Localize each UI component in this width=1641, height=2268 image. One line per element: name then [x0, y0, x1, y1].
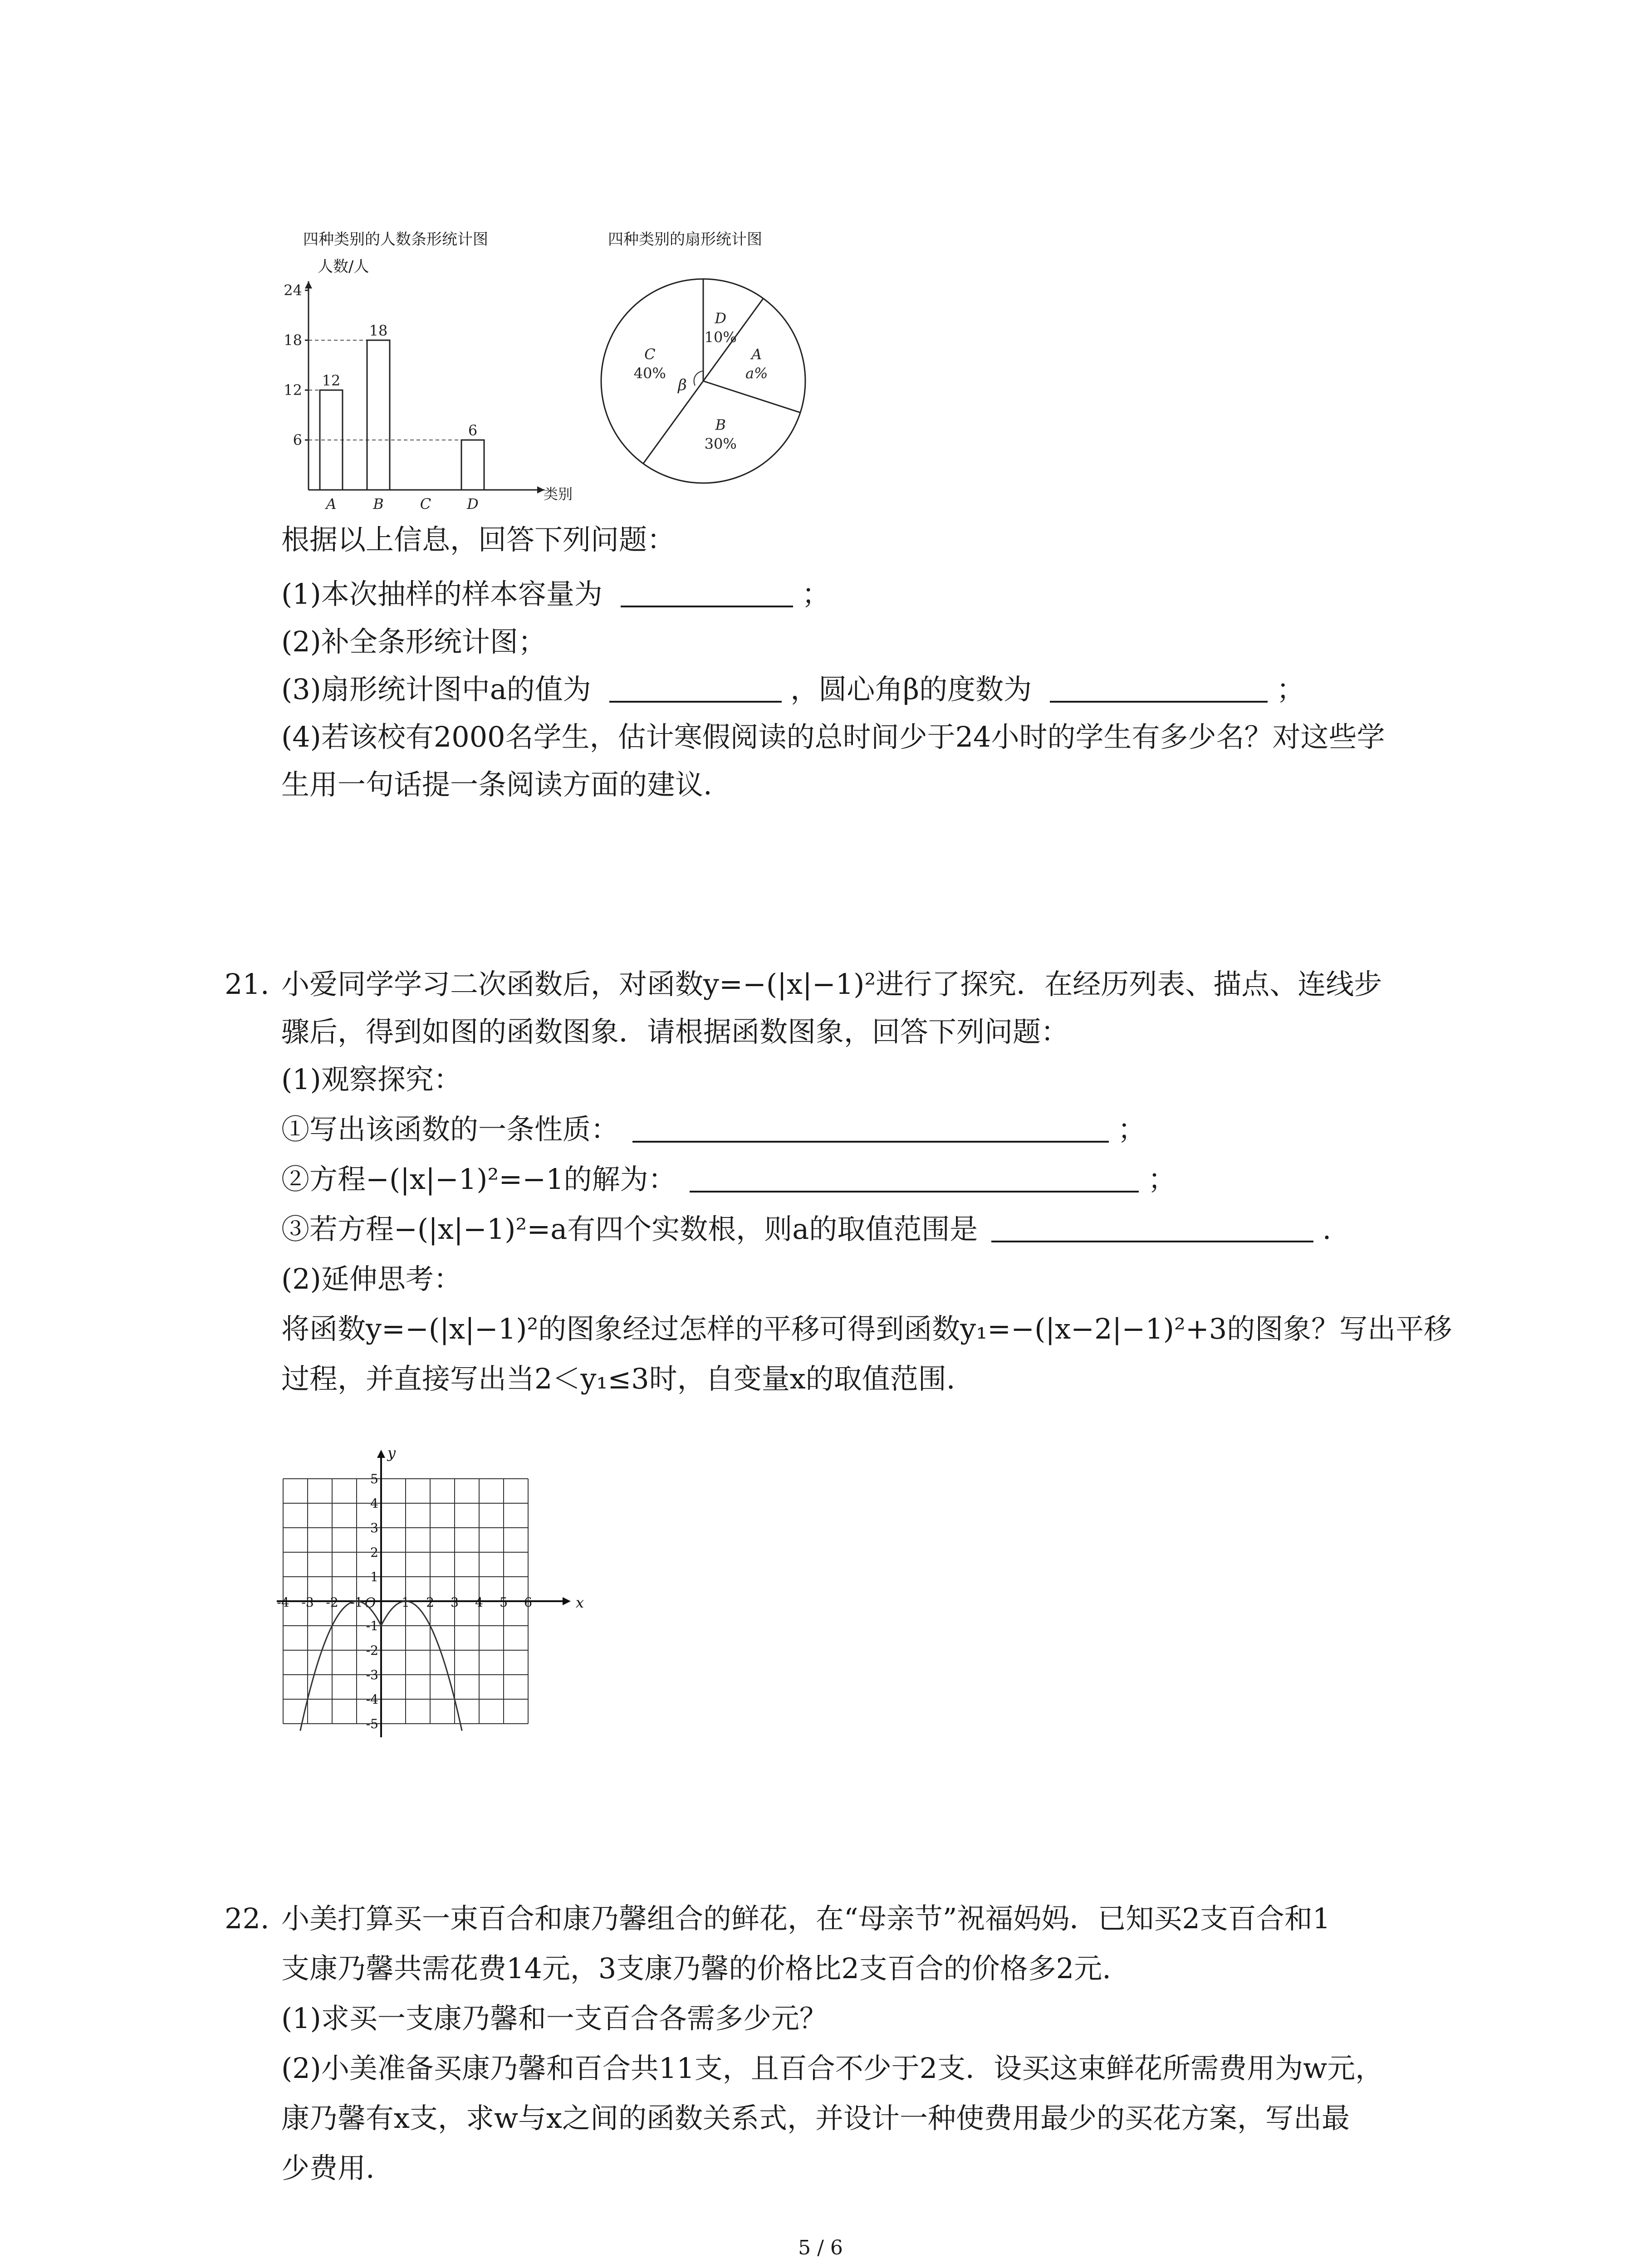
pie-radius-line [703, 381, 800, 413]
q21-line7: (2)延伸思考： [281, 1262, 462, 1295]
graph-ytick-label: 5 [370, 1471, 378, 1486]
q21-line4: ①写出该函数的一条性质： ； [281, 1113, 1146, 1146]
bar-ytick-label: 12 [284, 381, 302, 399]
pie-chart [594, 272, 812, 490]
bar-ytick-label: 6 [293, 431, 302, 449]
q22-line6: 少费用. [281, 2151, 375, 2185]
pie-slice-label-C: 40% [633, 364, 666, 382]
q21-solution-answer-blank[interactable] [690, 1165, 1139, 1193]
bar-chart [281, 263, 608, 517]
pie-slice-category-C: C [644, 345, 656, 363]
pie-slice-label-D: 10% [704, 328, 737, 346]
q21-line5: ②方程−(|x|−1)²=−1的解为： ； [281, 1163, 1176, 1196]
graph-ytick-label: 4 [370, 1496, 378, 1511]
bar-ytick-label: 24 [284, 282, 302, 299]
page-number: 5 / 6 [798, 2236, 843, 2259]
pie-slice-category-B: B [715, 416, 726, 434]
q20-p3b-answer-blank[interactable] [1050, 675, 1268, 703]
bar-chart-ylabel: 人数/人 [318, 258, 369, 276]
pie-chart-title: 四种类别的扇形统计图 [608, 230, 762, 249]
pie-slice-category-A: A [751, 345, 762, 363]
q20-part1: (1)本次抽样的样本容量为 ； [281, 577, 830, 611]
graph-y-arrow [377, 1450, 385, 1458]
graph-xtick-label: -1 [350, 1595, 363, 1610]
graph-xtick-label: 3 [451, 1595, 459, 1610]
bar-D [461, 440, 484, 490]
bar-value-label: 12 [322, 372, 341, 389]
bar-xlabel: 类别 [543, 485, 573, 503]
q22-number: 22. [225, 1902, 269, 1935]
q20-p3a-answer-blank[interactable] [609, 675, 782, 703]
q21-line6: ③若方程−(|x|−1)²=a有四个实数根，则a的取值范围是 . [281, 1212, 1332, 1246]
bar-ytick-label: 18 [284, 332, 302, 349]
q22-line4: (2)小美准备买康乃馨和百合共11支，且百合不少于2支．设买这束鲜花所需费用为w元， [281, 2052, 1384, 2085]
q22-line5: 康乃馨有x支，求w与x之间的函数关系式，并设计一种使费用最少的买花方案，写出最 [281, 2102, 1350, 2135]
q22-line3: (1)求买一支康乃馨和一支百合各需多少元？ [281, 2002, 828, 2035]
q22-line1: 小美打算买一束百合和康乃馨组合的鲜花，在“母亲节”祝福妈妈．已知买2支百合和1 [281, 1902, 1331, 1935]
q21-line8: 将函数y=−(|x|−1)²的图象经过怎样的平移可得到函数y₁=−(|x−2|−1)²+3的图象？写出平移 [281, 1312, 1452, 1345]
graph-xtick-label: 1 [402, 1595, 410, 1610]
q21-line3: (1)观察探究： [281, 1063, 462, 1096]
q21-number: 21. [225, 968, 269, 1001]
graph-ytick-label: -5 [366, 1716, 378, 1731]
q22-line2: 支康乃馨共需花费14元，3支康乃馨的价格比2支百合的价格多2元. [281, 1952, 1111, 1985]
q21-line1: 小爱同学学习二次函数后，对函数y=−(|x|−1)²进行了探究．在经历列表、描点、连线步 [281, 968, 1382, 1001]
bar-value-label: 6 [468, 422, 478, 439]
graph-xtick-label: 4 [475, 1595, 483, 1610]
graph-ytick-label: -2 [366, 1643, 378, 1658]
q21-property-answer-blank[interactable] [632, 1115, 1109, 1143]
graph-ytick-label: 3 [370, 1520, 378, 1535]
q20-p1-answer-blank[interactable] [621, 580, 793, 607]
q20-intro: 根据以上信息，回答下列问题： [281, 523, 676, 556]
pie-radius-line [643, 381, 703, 464]
bar-chart-labels [284, 282, 573, 513]
graph-ytick-label: -4 [366, 1692, 378, 1707]
graph-ytick-label: -3 [366, 1667, 378, 1682]
bar-B [367, 340, 390, 490]
bar-chart-bars [320, 340, 484, 490]
bar-category-label: B [373, 495, 384, 513]
graph-xtick-label: -3 [301, 1595, 314, 1610]
bar-category-label: D [467, 495, 479, 513]
bar-chart-title: 四种类别的人数条形统计图 [303, 230, 488, 249]
graph-xtick-label: 2 [426, 1595, 434, 1610]
pie-slice-category-D: D [715, 309, 727, 327]
bar-chart-axes [305, 281, 544, 494]
graph-origin-label: O [364, 1595, 376, 1611]
q20-part4-line2: 生用一句话提一条阅读方面的建议. [281, 768, 712, 801]
q20-part2: (2)补全条形统计图； [281, 625, 546, 658]
q21-line2: 骤后，得到如图的函数图象．请根据函数图象，回答下列问题： [281, 1015, 1069, 1048]
q20-part3: (3)扇形统计图中a的值为 ，圆心角β的度数为 ； [281, 673, 1305, 706]
q21-line9: 过程，并直接写出当2＜y₁≤3时，自变量x的取值范围. [281, 1362, 955, 1395]
graph-xtick-label: -2 [326, 1595, 338, 1610]
function-graph [277, 1429, 612, 1737]
graph-x-arrow [563, 1597, 571, 1605]
bar-value-label: 18 [369, 322, 388, 339]
bar-y-arrow [305, 281, 312, 288]
pie-beta-label: β [678, 376, 687, 394]
bar-category-label: C [420, 495, 431, 513]
graph-xtick-label: -4 [277, 1595, 289, 1610]
bar-category-label: A [326, 495, 337, 513]
graph-ytick-label: 1 [370, 1569, 378, 1584]
q21-range-answer-blank[interactable] [991, 1215, 1313, 1242]
pie-slice-label-A: a% [745, 364, 768, 382]
q20-part4-line1: (4)若该校有2000名学生，估计寒假阅读的总时间少于24小时的学生有多少名？对这些学 [281, 720, 1385, 753]
graph-ytick-label: 2 [370, 1545, 378, 1560]
pie-slice-label-B: 30% [704, 435, 737, 453]
graph-y-label: y [387, 1444, 396, 1461]
graph-x-label: x [576, 1594, 584, 1611]
graph-xtick-label: 5 [500, 1595, 508, 1610]
graph-ytick-label: -1 [366, 1618, 378, 1633]
graph-xtick-label: 6 [524, 1595, 532, 1610]
